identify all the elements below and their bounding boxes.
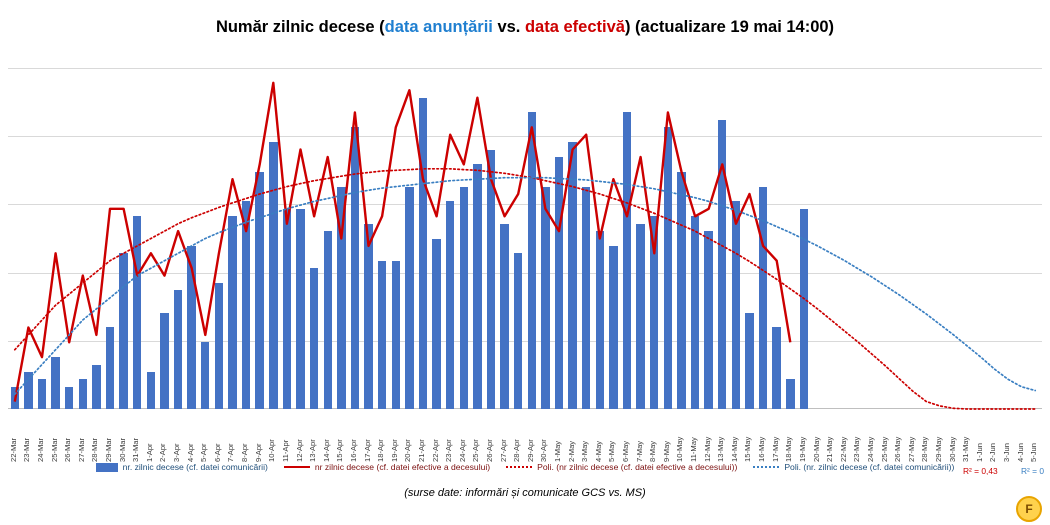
x-axis-tick-label: 1-Apr	[144, 443, 154, 462]
x-axis-tick-label: 15-Apr	[335, 439, 345, 462]
title-part1: Număr zilnic decese (	[215, 18, 385, 36]
legend-swatch-icon	[96, 463, 118, 472]
x-axis-tick-label: 3-Jun	[1001, 443, 1011, 462]
x-axis-tick-label: 27-Mar	[76, 437, 86, 462]
x-axis-tick-label: 25-May	[879, 436, 889, 462]
x-axis-tick-label: 27-Apr	[498, 439, 508, 462]
x-axis-tick-label: 21-May	[825, 436, 835, 462]
trendline	[15, 178, 1035, 395]
x-axis-tick-label: 6-Apr	[212, 443, 222, 462]
x-axis-tick-label: 17-May	[770, 436, 780, 462]
x-axis-tick-label: 12-May	[702, 436, 712, 462]
x-axis-tick-label: 2-Jun	[988, 443, 998, 462]
x-axis-tick-label: 14-Apr	[321, 439, 331, 462]
x-axis-tick-label: 22-Apr	[430, 439, 440, 462]
legend-label: Poli. (nr zilnic decese (cf. datei efective a decesului))	[537, 462, 738, 472]
source-note: (surse date: informări și comunicate GCS vs. MS)	[404, 487, 646, 499]
x-axis-tick-label: 24-Apr	[457, 439, 467, 462]
x-axis-tick-label: 28-May	[920, 436, 930, 462]
legend-item[interactable]	[96, 462, 268, 472]
x-axis-tick-label: 13-May	[716, 436, 726, 462]
x-axis-tick-label: 11-May	[689, 437, 699, 462]
x-axis-tick-label: 9-May	[661, 440, 671, 462]
x-axis-tick-label: 24-Mar	[36, 437, 45, 462]
x-axis-tick-label: 31-Mar	[131, 437, 141, 462]
x-axis-tick-label: 4-Apr	[185, 443, 195, 462]
x-axis-tick-label: 15-May	[743, 436, 753, 462]
r2-blue-label: R² = 0	[1021, 466, 1045, 476]
title-update: (actualizare 19 mai 14:00)	[635, 18, 835, 36]
legend-swatch-icon	[753, 466, 779, 468]
x-axis-tick-label: 4-May	[593, 440, 603, 462]
x-axis-tick-label: 4-Jun	[1015, 443, 1025, 462]
title-effective: data efectivă	[524, 18, 625, 36]
x-axis-tick-label: 8-Apr	[240, 443, 250, 462]
x-axis-tick-label: 29-Apr	[525, 439, 535, 462]
x-axis-tick-label: 10-Apr	[267, 439, 277, 462]
legend-label: nr. zilnic decese (cf. datei comunicării)	[122, 462, 268, 472]
x-axis-tick-label: 30-Apr	[539, 439, 549, 462]
chart-title	[0, 18, 1050, 37]
x-axis-tick-label: 25-Mar	[49, 437, 59, 462]
x-axis-tick-label: 10-May	[675, 436, 685, 462]
legend-label: Poli. (nr. zilnic decese (cf. datei comunicării))	[784, 462, 955, 472]
x-axis-tick-label: 16-Apr	[348, 439, 358, 462]
x-axis-tick-label: 5-Jun	[1029, 443, 1039, 462]
legend-swatch-icon	[284, 466, 310, 468]
x-axis-tick-label: 19-Apr	[389, 439, 399, 462]
x-axis-tick-label: 26-May	[893, 436, 903, 462]
title-vs: vs.	[492, 18, 525, 36]
x-axis-tick-label: 18-Apr	[376, 439, 386, 462]
x-axis-tick-label: 21-Apr	[416, 439, 426, 462]
x-axis-tick-label: 12-Apr	[294, 439, 304, 462]
legend-item[interactable]	[506, 462, 737, 472]
x-axis-tick-label: 1-Jun	[974, 443, 984, 462]
x-axis-tick-label: 7-May	[634, 440, 644, 462]
x-axis-tick-label: 6-May	[621, 440, 631, 462]
x-axis-tick-label: 26-Apr	[484, 439, 494, 462]
x-axis-tick-label: 17-Apr	[362, 439, 372, 462]
x-axis-tick-label: 20-May	[811, 436, 821, 462]
x-axis-tick-label: 8-May	[648, 440, 658, 462]
x-axis-tick-label: 3-May	[580, 440, 590, 462]
corner-badge[interactable]: F	[1016, 496, 1042, 522]
legend-swatch-icon	[506, 466, 532, 468]
x-axis-tick-label: 27-May	[906, 436, 916, 462]
x-axis-tick-label: 5-Apr	[199, 443, 209, 462]
chart-legend	[0, 462, 1050, 472]
x-axis-tick-label: 2-Apr	[158, 443, 168, 462]
x-axis-tick-label: 22-Mar	[8, 437, 18, 462]
x-axis-tick-label: 1-May	[553, 440, 562, 462]
x-axis-tick-label: 28-Mar	[90, 437, 100, 462]
x-axis-tick-label: 23-Apr	[444, 439, 454, 462]
title-part2: )	[624, 18, 636, 36]
x-axis-tick-label: 14-May	[729, 436, 739, 462]
x-axis-tick-label: 23-May	[852, 436, 862, 462]
x-axis-tick-label: 29-May	[933, 436, 943, 462]
x-axis-tick-label: 29-Mar	[104, 437, 114, 462]
x-axis-labels	[8, 410, 1042, 462]
x-axis-tick-label: 23-Mar	[22, 437, 32, 462]
x-axis-tick-label: 26-Mar	[63, 437, 73, 462]
x-axis-tick-label: 24-May	[865, 436, 875, 462]
trendline	[15, 169, 1035, 409]
x-axis-tick-label: 3-Apr	[172, 443, 182, 462]
x-axis-tick-label: 30-Mar	[117, 437, 127, 462]
x-axis-tick-label: 9-Apr	[253, 443, 263, 462]
x-axis-tick-label: 13-Apr	[308, 439, 318, 462]
x-axis-tick-label: 30-May	[947, 436, 957, 462]
legend-item[interactable]	[753, 462, 954, 472]
legend-label: nr zilnic decese (cf. datei efective a decesului)	[314, 462, 491, 472]
x-axis-tick-label: 7-Apr	[226, 443, 236, 462]
r2-red-label: R² = 0,43	[963, 466, 998, 476]
x-axis-tick-label: 31-May	[961, 436, 971, 462]
data-line	[15, 83, 791, 402]
x-axis-tick-label: 2-May	[566, 440, 576, 462]
x-axis-tick-label: 22-May	[838, 436, 848, 462]
x-axis-tick-label: 20-Apr	[403, 439, 413, 462]
x-axis-tick-label: 11-Apr	[280, 439, 290, 462]
title-announced: data anunțării	[384, 18, 493, 36]
line-series-layer	[8, 68, 1042, 409]
x-axis-tick-label: 18-May	[784, 436, 794, 462]
legend-item[interactable]	[284, 462, 490, 472]
x-axis-tick-label: 25-Apr	[471, 439, 481, 462]
x-axis-tick-label: 19-May	[797, 436, 807, 462]
x-axis-tick-label: 5-May	[607, 440, 617, 462]
x-axis-tick-label: 28-Apr	[512, 439, 522, 462]
x-axis-tick-label: 16-May	[757, 436, 767, 462]
